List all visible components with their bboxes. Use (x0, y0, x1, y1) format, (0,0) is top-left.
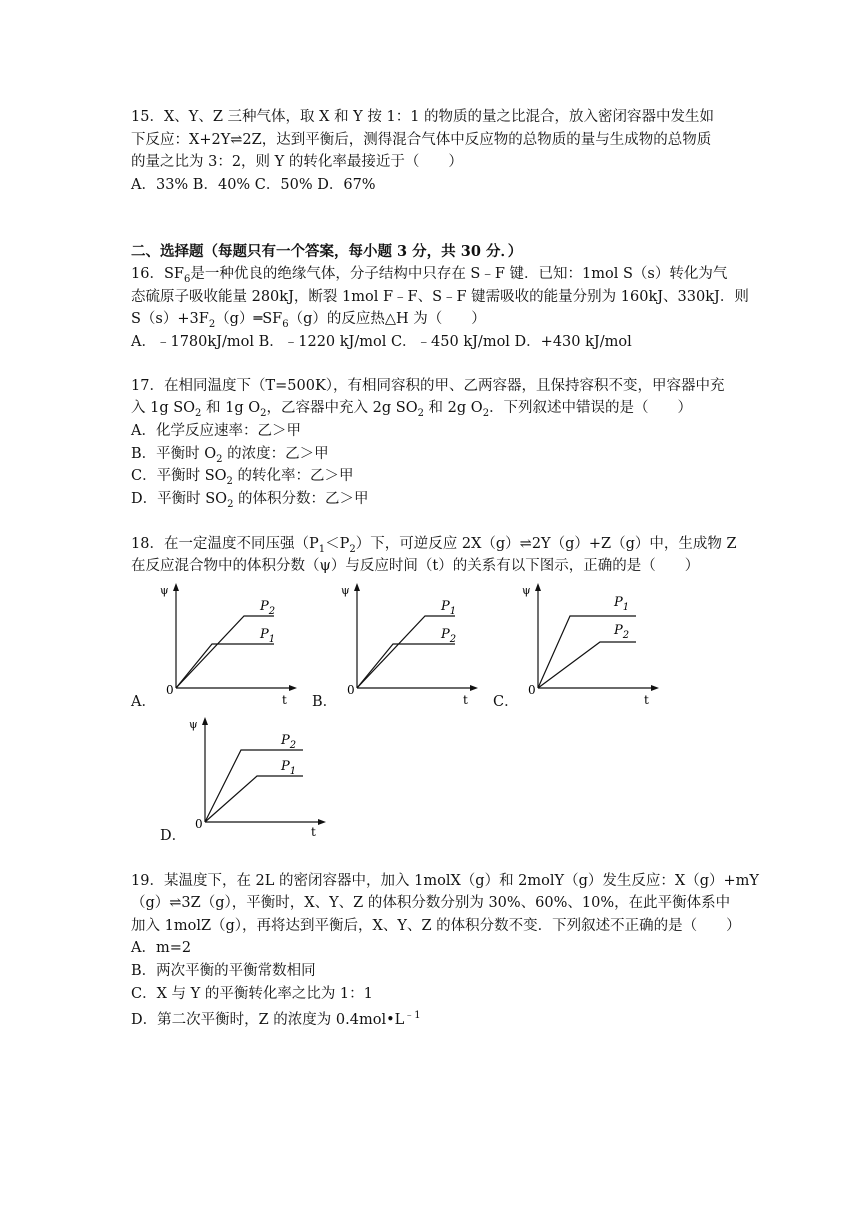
graph-b (333, 580, 483, 707)
graph-b-ylabel: ψ (341, 584, 350, 597)
q18-line1: 18．在一定温度不同压强$(P_1<P_2)$下，可逆反应 2X（g）⇌2Y（g）+Z（g）中，生成物 Z (131, 536, 737, 555)
graph-b-xlabel: t (463, 693, 468, 707)
graph-d-xlabel: t (311, 825, 316, 839)
graph-a-letter: A． (131, 694, 156, 710)
graph-b-letter: B． (312, 694, 338, 710)
q19-option-c: C．X 与 Y 的平衡转化率之比为 1：1 (131, 986, 373, 1002)
graph-c-lower-label: $P_2$ (614, 623, 630, 641)
q17-line1: 17．在相同温度下（T=500K），有相同容积的甲、乙两容器，且保持容积不变，甲容器中充 (131, 378, 725, 394)
graph-a-xlabel: t (282, 693, 287, 707)
section-heading: 二、选择题（每题只有一个答案，每小题 3 分，共 30 分．） (131, 243, 523, 260)
q17-option-c: C．平衡时 $SO_2$ 的转化率：乙＞甲 (131, 468, 354, 487)
q19-option-d: D．第二次平衡时，Z 的浓度为 $0.4mol•L^{﹣1}$ (131, 1010, 421, 1028)
graph-d-letter: D． (160, 828, 187, 844)
q15-options: A．33% B．40% C．50% D．67% (131, 177, 376, 193)
graph-c (514, 580, 664, 707)
graph-b-lower-label: $P_2$ (441, 627, 457, 645)
graph-a-upper-label: $P_2$ (260, 599, 276, 617)
graph-c-upper-label: $P_1$ (614, 595, 630, 613)
q16-line3: $S(s)+3F_2(g)═SF_6(g)$的反应热△H 为（ ） (131, 311, 486, 330)
graph-d-origin: 0 (195, 817, 203, 831)
graph-a-origin: 0 (166, 683, 174, 697)
graph-d-lower-label: $P_1$ (281, 759, 297, 777)
q17-option-b: B．平衡时 $O_2$ 的浓度：乙＞甲 (131, 446, 329, 465)
graph-d (181, 712, 331, 839)
graph-c-letter: C． (493, 694, 519, 710)
q19-line1: 19．某温度下，在 2L 的密闭容器中，加入 1molX（g）和 2molY（g）发生反应：X（g）+mY (131, 873, 759, 889)
graph-a-ylabel: ψ (160, 584, 169, 597)
q16-line1: 16．$SF_6$是一种优良的绝缘气体，分子结构中只存在 S﹣F 键．已知：1mol S（s）转化为气 (131, 266, 728, 285)
q17-option-d: D．平衡时 $SO_2$ 的体积分数：乙＞甲 (131, 491, 369, 510)
graph-b-origin: 0 (347, 683, 355, 697)
graph-a (152, 580, 302, 707)
graph-c-xlabel: t (644, 693, 649, 707)
q16-options: A．﹣1780kJ/mol B．﹣1220 kJ/mol C．﹣450 kJ/mol D．+430 kJ/mol (131, 334, 632, 350)
graph-a-lower-label: $P_1$ (260, 627, 276, 645)
graph-c-ylabel: ψ (522, 584, 531, 597)
q15-line3: 的量之比为 3：2，则 Y 的转化率最接近于（ ） (131, 154, 463, 170)
graph-d-ylabel: ψ (189, 718, 198, 731)
q17-line2: 入 1g $SO_2$ 和 1g $O_2$，乙容器中充入 2g $SO_2$ 和 2g $O_2$．下列叙述中错误的是（ ） (131, 400, 693, 419)
q15-line2: 下反应：X+2Y⇌2Z，达到平衡后，测得混合气体中反应物的总物质的量与生成物的总物质 (131, 132, 712, 148)
q19-line3: 加入 1molZ（g），再将达到平衡后，X、Y、Z 的体积分数不变．下列叙述不正确的是（ ） (131, 918, 741, 934)
q15-line1: 15．X、Y、Z 三种气体，取 X 和 Y 按 1：1 的物质的量之比混合，放入密闭容器中发生如 (131, 109, 715, 125)
q19-option-b: B．两次平衡的平衡常数相同 (131, 963, 316, 979)
graph-b-upper-label: $P_1$ (441, 599, 457, 617)
graph-d-upper-label: $P_2$ (281, 733, 297, 751)
q18-line2: 在反应混合物中的体积分数（ψ）与反应时间（t）的关系有以下图示，正确的是（ ） (131, 558, 700, 574)
graph-c-origin: 0 (528, 683, 536, 697)
q17-option-a: A．化学反应速率：乙＞甲 (131, 423, 301, 439)
q19-line2: （g）⇌3Z（g），平衡时，X、Y、Z 的体积分数分别为 30%、60%、10%，在此平衡体系中 (131, 895, 731, 911)
q19-option-a: A．m=2 (131, 940, 192, 956)
q16-line2: 态硫原子吸收能量 280kJ，断裂 1mol F﹣F、S﹣F 键需吸收的能量分别为 160kJ、330kJ．则 (131, 289, 749, 305)
